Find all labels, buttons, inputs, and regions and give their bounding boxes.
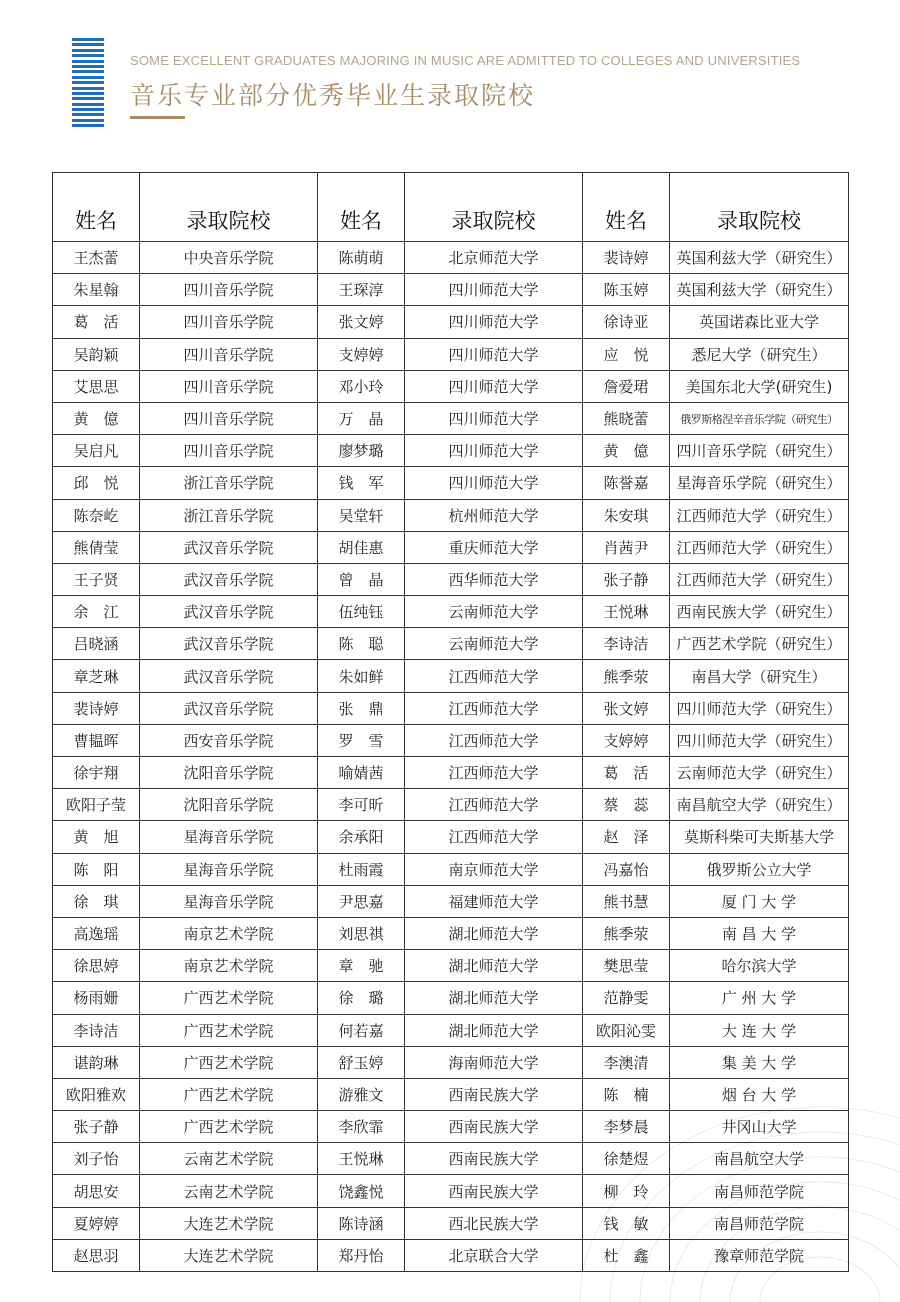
header-name-2: 姓名	[318, 173, 405, 242]
admitted-school-cell: 湖北师范大学	[405, 950, 583, 982]
student-name-cell: 李诗洁	[583, 628, 670, 660]
admitted-school-cell: 西北民族大学	[405, 1207, 583, 1239]
title-underline	[130, 116, 185, 119]
student-name-cell: 黄 億	[53, 402, 140, 434]
page-title: 音乐专业部分优秀毕业生录取院校	[130, 81, 536, 110]
student-name-cell: 夏婷婷	[53, 1207, 140, 1239]
admitted-school-cell: 广西艺术学院	[140, 982, 318, 1014]
admitted-school-cell: 广西艺术学院	[140, 1014, 318, 1046]
admitted-school-cell: 湖北师范大学	[405, 982, 583, 1014]
admitted-school-cell: 西南民族大学（研究生）	[670, 596, 849, 628]
admitted-school-cell: 江西师范大学	[405, 821, 583, 853]
table-row	[53, 274, 849, 306]
student-name-cell: 李欣霏	[318, 1111, 405, 1143]
admitted-school-cell: 四川师范大学	[405, 338, 583, 370]
admitted-school-cell: 南昌师范学院	[670, 1207, 849, 1239]
student-name-cell: 柳 玲	[583, 1175, 670, 1207]
admitted-school-cell: 烟 台 大 学	[670, 1078, 849, 1110]
admitted-school-cell: 莫斯科柴可夫斯基大学	[670, 821, 849, 853]
student-name-cell: 张文婷	[318, 306, 405, 338]
student-name-cell: 李梦晨	[583, 1111, 670, 1143]
student-name-cell: 杜雨霞	[318, 853, 405, 885]
student-name-cell: 尹思嘉	[318, 885, 405, 917]
admitted-school-cell: 云南师范大学	[405, 628, 583, 660]
student-name-cell: 张子静	[583, 563, 670, 595]
admitted-school-cell: 西安音乐学院	[140, 724, 318, 756]
student-name-cell: 徐 璐	[318, 982, 405, 1014]
student-name-cell: 钱 敏	[583, 1207, 670, 1239]
admitted-school-cell: 四川师范大学	[405, 274, 583, 306]
admitted-school-cell: 南昌航空大学	[670, 1143, 849, 1175]
table-header-row	[53, 173, 849, 242]
table-row	[53, 660, 849, 692]
student-name-cell: 熊晓蕾	[583, 402, 670, 434]
header-school-2: 录取院校	[405, 173, 583, 242]
admitted-school-cell: 武汉音乐学院	[140, 596, 318, 628]
student-name-cell: 陈萌萌	[318, 242, 405, 274]
student-name-cell: 喻婧茜	[318, 757, 405, 789]
admitted-school-cell: 北京联合大学	[405, 1239, 583, 1271]
admitted-school-cell: 厦 门 大 学	[670, 885, 849, 917]
admitted-school-cell: 江西师范大学	[405, 660, 583, 692]
admitted-school-cell: 南京艺术学院	[140, 917, 318, 949]
student-name-cell: 王杰蕾	[53, 242, 140, 274]
header-school-3: 录取院校	[670, 173, 849, 242]
student-name-cell: 饶鑫悦	[318, 1175, 405, 1207]
admitted-school-cell: 江西师范大学	[405, 757, 583, 789]
student-name-cell: 熊季荥	[583, 660, 670, 692]
table-row	[53, 370, 849, 402]
student-name-cell: 朱星翰	[53, 274, 140, 306]
admitted-school-cell: 云南艺术学院	[140, 1143, 318, 1175]
table-row	[53, 1207, 849, 1239]
student-name-cell: 冯嘉怡	[583, 853, 670, 885]
admitted-school-cell: 广西艺术学院	[140, 1078, 318, 1110]
student-name-cell: 黄 旭	[53, 821, 140, 853]
admitted-school-cell: 集 美 大 学	[670, 1046, 849, 1078]
admitted-school-cell: 大 连 大 学	[670, 1014, 849, 1046]
student-name-cell: 徐思婷	[53, 950, 140, 982]
student-name-cell: 李可昕	[318, 789, 405, 821]
student-name-cell: 罗 雪	[318, 724, 405, 756]
table-row	[53, 757, 849, 789]
admitted-school-cell: 云南师范大学（研究生）	[670, 757, 849, 789]
admitted-school-cell: 英国利兹大学（研究生）	[670, 274, 849, 306]
admitted-school-cell: 湖北师范大学	[405, 917, 583, 949]
student-name-cell: 王琛淳	[318, 274, 405, 306]
student-name-cell: 葛 活	[583, 757, 670, 789]
student-name-cell: 徐楚煜	[583, 1143, 670, 1175]
admitted-school-cell: 武汉音乐学院	[140, 692, 318, 724]
table-row	[53, 821, 849, 853]
student-name-cell: 吴韵颖	[53, 338, 140, 370]
admitted-school-cell: 福建师范大学	[405, 885, 583, 917]
admitted-school-cell: 西南民族大学	[405, 1078, 583, 1110]
admitted-school-cell: 四川师范大学	[405, 402, 583, 434]
table-row	[53, 338, 849, 370]
header-name-1: 姓名	[53, 173, 140, 242]
admitted-school-cell: 南昌航空大学（研究生）	[670, 789, 849, 821]
table-row	[53, 1046, 849, 1078]
admitted-school-cell: 西南民族大学	[405, 1175, 583, 1207]
admitted-school-cell: 四川师范大学	[405, 370, 583, 402]
admitted-school-cell: 四川师范大学（研究生）	[670, 724, 849, 756]
admitted-school-cell: 北京师范大学	[405, 242, 583, 274]
student-name-cell: 欧阳子莹	[53, 789, 140, 821]
admitted-school-cell: 俄罗斯公立大学	[670, 853, 849, 885]
table-row	[53, 628, 849, 660]
admitted-school-cell: 广西艺术学院（研究生）	[670, 628, 849, 660]
student-name-cell: 刘子怡	[53, 1143, 140, 1175]
table-row	[53, 724, 849, 756]
admitted-school-cell: 星海音乐学院	[140, 821, 318, 853]
student-name-cell: 陈诗涵	[318, 1207, 405, 1239]
table-row	[53, 917, 849, 949]
student-name-cell: 陈玉婷	[583, 274, 670, 306]
table-row	[53, 563, 849, 595]
admitted-school-cell: 浙江音乐学院	[140, 467, 318, 499]
student-name-cell: 朱安琪	[583, 499, 670, 531]
admitted-school-cell: 江西师范大学（研究生）	[670, 531, 849, 563]
table-row	[53, 435, 849, 467]
table-row	[53, 853, 849, 885]
admitted-school-cell: 西南民族大学	[405, 1143, 583, 1175]
table-row	[53, 499, 849, 531]
student-name-cell: 熊书慧	[583, 885, 670, 917]
admitted-school-cell: 武汉音乐学院	[140, 563, 318, 595]
table-row	[53, 950, 849, 982]
admitted-school-cell: 武汉音乐学院	[140, 628, 318, 660]
student-name-cell: 张文婷	[583, 692, 670, 724]
student-name-cell: 熊季荥	[583, 917, 670, 949]
student-name-cell: 黄 億	[583, 435, 670, 467]
admitted-school-cell: 四川音乐学院	[140, 370, 318, 402]
student-name-cell: 王子贤	[53, 563, 140, 595]
admitted-school-cell: 南昌师范学院	[670, 1175, 849, 1207]
student-name-cell: 胡佳惠	[318, 531, 405, 563]
admitted-school-cell: 井冈山大学	[670, 1111, 849, 1143]
admitted-school-cell: 沈阳音乐学院	[140, 789, 318, 821]
admitted-school-cell: 西华师范大学	[405, 563, 583, 595]
admitted-school-cell: 四川音乐学院	[140, 402, 318, 434]
student-name-cell: 陈 楠	[583, 1078, 670, 1110]
admitted-school-cell: 江西师范大学	[405, 789, 583, 821]
student-name-cell: 张子静	[53, 1111, 140, 1143]
student-name-cell: 詹爱珺	[583, 370, 670, 402]
admitted-school-cell: 美国东北大学(研究生)	[670, 370, 849, 402]
table-row	[53, 467, 849, 499]
student-name-cell: 王悦琳	[583, 596, 670, 628]
student-name-cell: 谌韵琳	[53, 1046, 140, 1078]
student-name-cell: 曹韫晖	[53, 724, 140, 756]
admitted-school-cell: 云南艺术学院	[140, 1175, 318, 1207]
student-name-cell: 杨雨姗	[53, 982, 140, 1014]
student-name-cell: 邓小玲	[318, 370, 405, 402]
student-name-cell: 刘思祺	[318, 917, 405, 949]
admitted-school-cell: 广西艺术学院	[140, 1111, 318, 1143]
student-name-cell: 应 悦	[583, 338, 670, 370]
table-row	[53, 789, 849, 821]
student-name-cell: 支婷婷	[583, 724, 670, 756]
table-row	[53, 596, 849, 628]
student-name-cell: 蔡 蕊	[583, 789, 670, 821]
table-row	[53, 982, 849, 1014]
student-name-cell: 章 驰	[318, 950, 405, 982]
table-row	[53, 242, 849, 274]
student-name-cell: 欧阳雅欢	[53, 1078, 140, 1110]
table-row	[53, 1239, 849, 1271]
student-name-cell: 舒玉婷	[318, 1046, 405, 1078]
admitted-school-cell: 南京师范大学	[405, 853, 583, 885]
table-row	[53, 885, 849, 917]
admitted-school-cell: 江西师范大学（研究生）	[670, 563, 849, 595]
student-name-cell: 章芝琳	[53, 660, 140, 692]
admitted-school-cell: 四川师范大学	[405, 435, 583, 467]
admitted-school-cell: 武汉音乐学院	[140, 531, 318, 563]
student-name-cell: 何若嘉	[318, 1014, 405, 1046]
student-name-cell: 赵思羽	[53, 1239, 140, 1271]
student-name-cell: 李澳清	[583, 1046, 670, 1078]
admitted-school-cell: 杭州师范大学	[405, 499, 583, 531]
student-name-cell: 徐诗亚	[583, 306, 670, 338]
table-row	[53, 1078, 849, 1110]
admitted-school-cell: 湖北师范大学	[405, 1014, 583, 1046]
student-name-cell: 吴启凡	[53, 435, 140, 467]
student-name-cell: 艾思思	[53, 370, 140, 402]
student-name-cell: 陈 聪	[318, 628, 405, 660]
admitted-school-cell: 四川音乐学院	[140, 306, 318, 338]
table-row	[53, 531, 849, 563]
table-row	[53, 402, 849, 434]
student-name-cell: 支婷婷	[318, 338, 405, 370]
student-name-cell: 郑丹怡	[318, 1239, 405, 1271]
student-name-cell: 陈奈屹	[53, 499, 140, 531]
admitted-school-cell: 四川师范大学	[405, 306, 583, 338]
student-name-cell: 余 江	[53, 596, 140, 628]
student-name-cell: 王悦琳	[318, 1143, 405, 1175]
student-name-cell: 肖茜尹	[583, 531, 670, 563]
student-name-cell: 陈 阳	[53, 853, 140, 885]
student-name-cell: 徐 琪	[53, 885, 140, 917]
admitted-school-cell: 豫章师范学院	[670, 1239, 849, 1271]
admitted-school-cell: 广西艺术学院	[140, 1046, 318, 1078]
admitted-school-cell: 江西师范大学（研究生）	[670, 499, 849, 531]
student-name-cell: 伍纯钰	[318, 596, 405, 628]
admitted-school-cell: 大连艺术学院	[140, 1239, 318, 1271]
table-row	[53, 1175, 849, 1207]
admitted-school-cell: 南昌大学（研究生）	[670, 660, 849, 692]
student-name-cell: 廖梦璐	[318, 435, 405, 467]
student-name-cell: 邱 悦	[53, 467, 140, 499]
admitted-school-cell: 悉尼大学（研究生）	[670, 338, 849, 370]
student-name-cell: 范静雯	[583, 982, 670, 1014]
admitted-school-cell: 四川音乐学院（研究生）	[670, 435, 849, 467]
header-name-3: 姓名	[583, 173, 670, 242]
admitted-school-cell: 江西师范大学	[405, 692, 583, 724]
admitted-school-cell: 江西师范大学	[405, 724, 583, 756]
english-subtitle: SOME EXCELLENT GRADUATES MAJORING IN MUSIC ARE ADMITTED TO COLLEGES AND UNIVERSITIES	[130, 53, 801, 68]
admitted-school-cell: 武汉音乐学院	[140, 660, 318, 692]
student-name-cell: 吴堂轩	[318, 499, 405, 531]
student-name-cell: 裴诗婷	[583, 242, 670, 274]
admitted-school-cell: 四川音乐学院	[140, 435, 318, 467]
admitted-school-cell: 云南师范大学	[405, 596, 583, 628]
admitted-school-cell: 中央音乐学院	[140, 242, 318, 274]
student-name-cell: 杜 鑫	[583, 1239, 670, 1271]
admitted-school-cell: 星海音乐学院	[140, 885, 318, 917]
student-name-cell: 余承阳	[318, 821, 405, 853]
admitted-school-cell: 广 州 大 学	[670, 982, 849, 1014]
student-name-cell: 高逸瑶	[53, 917, 140, 949]
student-name-cell: 万 晶	[318, 402, 405, 434]
admitted-school-cell: 浙江音乐学院	[140, 499, 318, 531]
striped-bar-logo-icon	[72, 38, 104, 130]
admitted-school-cell: 重庆师范大学	[405, 531, 583, 563]
admitted-school-cell: 四川师范大学	[405, 467, 583, 499]
student-name-cell: 裴诗婷	[53, 692, 140, 724]
admitted-school-cell: 哈尔滨大学	[670, 950, 849, 982]
admitted-school-cell: 英国诺森比亚大学	[670, 306, 849, 338]
table-row	[53, 306, 849, 338]
student-name-cell: 游雅文	[318, 1078, 405, 1110]
header-school-1: 录取院校	[140, 173, 318, 242]
admitted-school-cell: 沈阳音乐学院	[140, 757, 318, 789]
student-name-cell: 钱 军	[318, 467, 405, 499]
student-name-cell: 赵 泽	[583, 821, 670, 853]
admitted-school-cell: 星海音乐学院	[140, 853, 318, 885]
table-row	[53, 1014, 849, 1046]
table-row	[53, 692, 849, 724]
student-name-cell: 曾 晶	[318, 563, 405, 595]
admitted-school-cell: 西南民族大学	[405, 1111, 583, 1143]
table-row	[53, 1143, 849, 1175]
student-name-cell: 张 鼎	[318, 692, 405, 724]
student-name-cell: 李诗洁	[53, 1014, 140, 1046]
admitted-school-cell: 俄罗斯格涅辛音乐学院（研究生）	[670, 402, 849, 434]
admitted-school-cell: 英国利兹大学（研究生）	[670, 242, 849, 274]
admitted-school-cell: 南 昌 大 学	[670, 917, 849, 949]
admissions-table	[52, 172, 849, 1272]
admitted-school-cell: 星海音乐学院（研究生）	[670, 467, 849, 499]
admitted-school-cell: 四川师范大学（研究生）	[670, 692, 849, 724]
student-name-cell: 胡思安	[53, 1175, 140, 1207]
admitted-school-cell: 南京艺术学院	[140, 950, 318, 982]
student-name-cell: 吕晓涵	[53, 628, 140, 660]
student-name-cell: 熊倩莹	[53, 531, 140, 563]
student-name-cell: 葛 活	[53, 306, 140, 338]
student-name-cell: 樊思莹	[583, 950, 670, 982]
admitted-school-cell: 大连艺术学院	[140, 1207, 318, 1239]
student-name-cell: 欧阳沁雯	[583, 1014, 670, 1046]
admitted-school-cell: 海南师范大学	[405, 1046, 583, 1078]
admitted-school-cell: 四川音乐学院	[140, 338, 318, 370]
student-name-cell: 朱如鲜	[318, 660, 405, 692]
table-row	[53, 1111, 849, 1143]
student-name-cell: 陈誉嘉	[583, 467, 670, 499]
admitted-school-cell: 四川音乐学院	[140, 274, 318, 306]
student-name-cell: 徐宇翔	[53, 757, 140, 789]
